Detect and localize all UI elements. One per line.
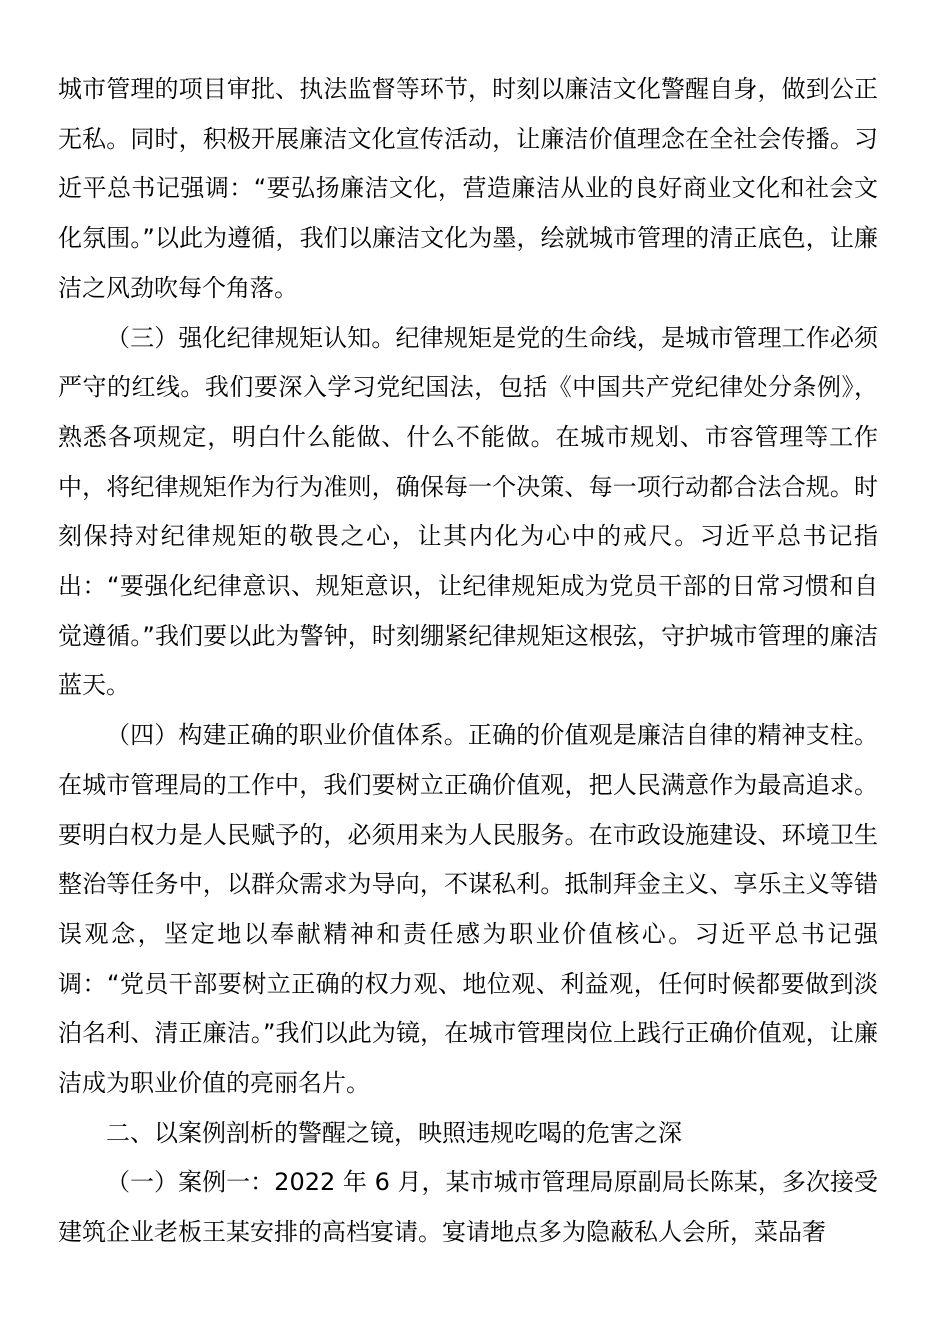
paragraph-continuation: 城市管理的项目审批、执法监督等环节，时刻以廉洁文化警醒自身，做到公正无私。同时，积极开展廉洁文化宣传活动，让廉洁价值理念在全社会传播。习近平总书记强调：“要弘扬廉洁文化，营造廉洁从业的良好商业文化和社会文化氛围。”以此为遵循，我们以廉洁文化为墨，绘就城市管理的清正底色，让廉洁之风劲吹每个角落。 bbox=[58, 75, 878, 302]
section-heading: 二、以案例剖析的警醒之镜，映照违规吃喝的危害之深 bbox=[106, 1118, 682, 1147]
document-page bbox=[58, 65, 878, 1258]
paragraph-case-one: （一）案例一：2022 年 6 月，某市城市管理局原副局长陈某，多次接受建筑企业老板王某安排的高档宴请。宴请地点多为隐蔽私人会所，菜品奢 bbox=[58, 1168, 878, 1247]
paragraph-discipline-rules: （三）强化纪律规矩认知。纪律规矩是党的生命线，是城市管理工作必须严守的红线。我们要深入学习党纪国法，包括《中国共产党纪律处分条例》，熟悉各项规定，明白什么能做、什么不能做。在城市规划、市容管理等工作中，将纪律规矩作为行为准则，确保每一个决策、每一项行动都合法合规。时刻保持对纪律规矩的敬畏之心，让其内化为心中的戒尺。习近平总书记指出：“要强化纪律意识、规矩意识，让纪律规矩成为党员干部的日常习惯和自觉遵循。”我们要以此为警钟，时刻绷紧纪律规矩这根弦，守护城市管理的廉洁蓝天。 bbox=[58, 323, 878, 700]
paragraph-career-values: （四）构建正确的职业价值体系。正确的价值观是廉洁自律的精神支柱。在城市管理局的工作中，我们要树立正确价值观，把人民满意作为最高追求。要明白权力是人民赋予的，必须用来为人民服务。在市政设施建设、环境卫生整治等任务中，以群众需求为导向，不谋私利。抵制拜金主义、享乐主义等错误观念，坚定地以奉献精神和责任感为职业价值核心。习近平总书记强调：“党员干部要树立正确的权力观、地位观、利益观，任何时候都要做到淡泊名利、清正廉洁。”我们以此为镜，在城市管理岗位上践行正确价值观，让廉洁成为职业价值的亮丽名片。 bbox=[58, 721, 878, 1098]
